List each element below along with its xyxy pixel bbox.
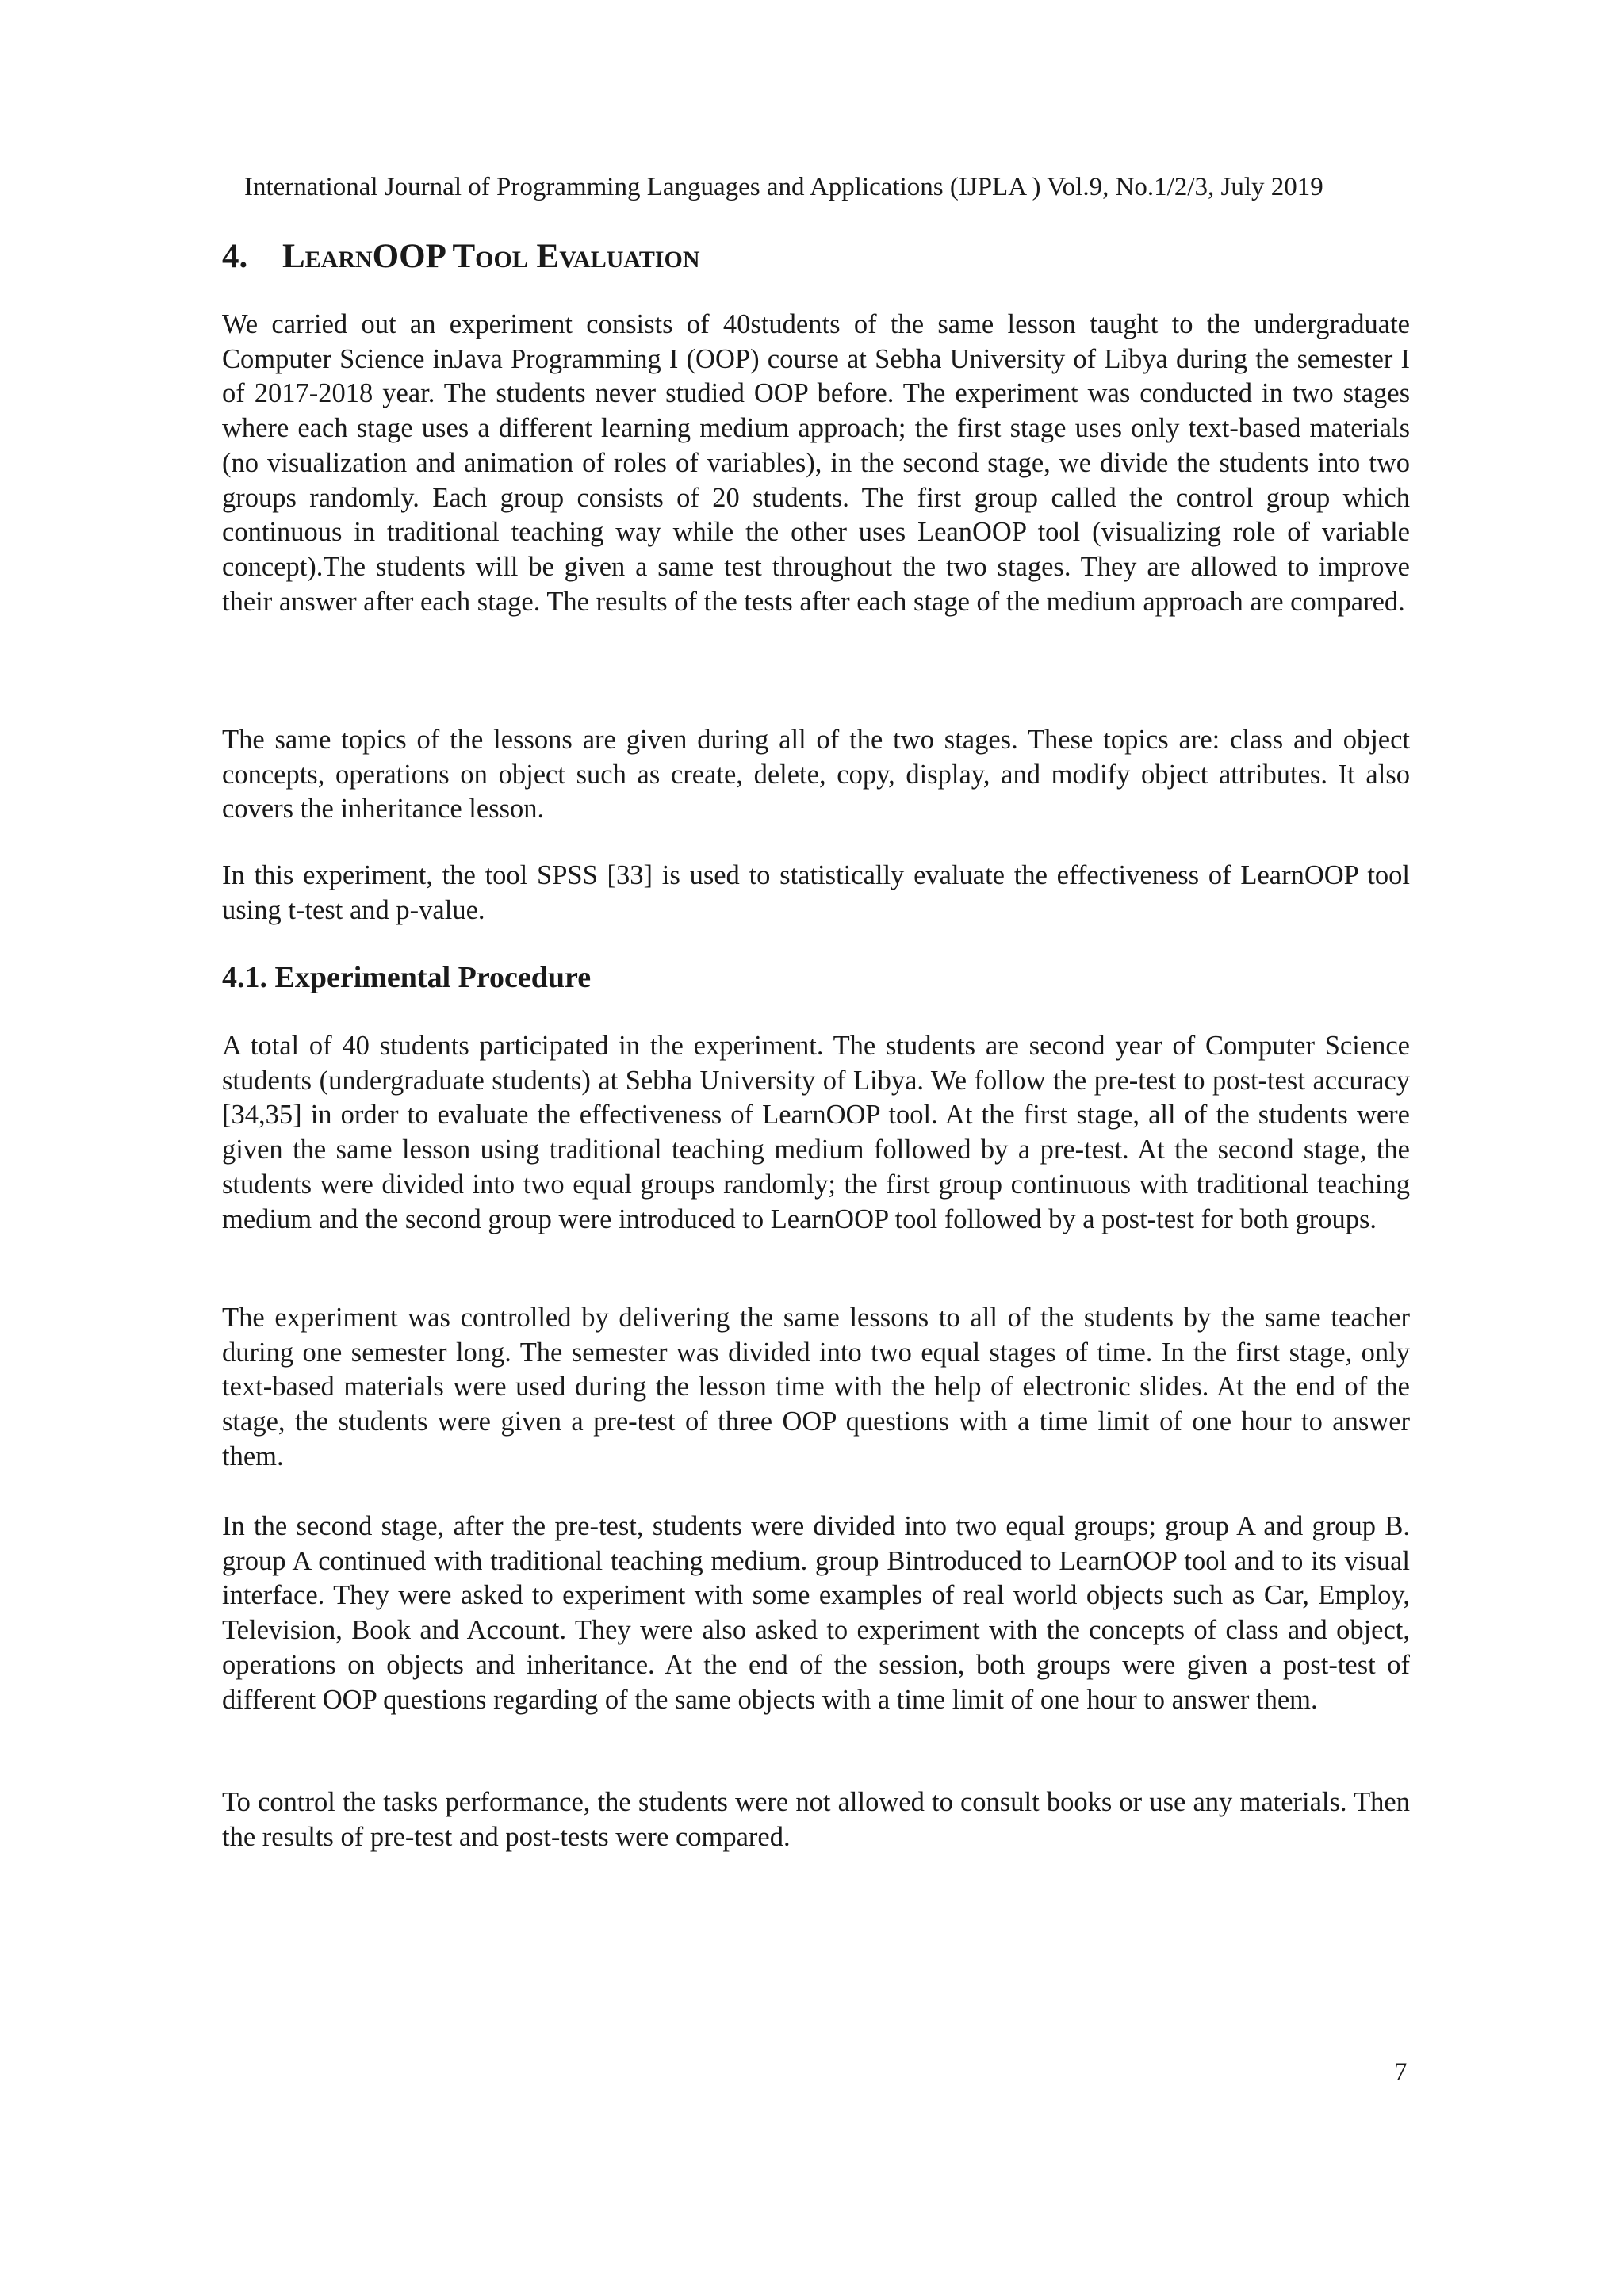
subsection-heading: 4.1. Experimental Procedure: [222, 961, 592, 994]
paragraph-text: A total of 40 students participated in the experiment. The students are second year of Computer Science students (undergraduate students) at Sebha University of Libya. We follow the pre-test to post-test accuracy [34,35] in order to evaluate the effectiveness of LearnOOP tool. At the first stage, all of the students were given the same lesson using traditional teaching medium followed by a pre-test. At the second stage, the students were divided into two equal groups randomly; the first group continuous with traditional teaching medium and the second group were introduced to LearnOOP tool followed by a post-test for both groups.: [222, 1031, 1410, 1234]
paragraph: [222, 859, 1410, 928]
paragraph: [222, 1029, 1410, 1237]
paragraph: [222, 1301, 1410, 1475]
section-title: LearnOOP Tool Evaluation: [282, 238, 700, 275]
paragraph-text: In this experiment, the tool SPSS [33] is used to statistically evaluate the effectiveness of LearnOOP tool using t-test and p-value.: [222, 860, 1410, 925]
paragraph-text: To control the tasks performance, the students were not allowed to consult books or use any materials. Then the results of pre-test and post-tests were compared.: [222, 1787, 1410, 1852]
paragraph-text: In the second stage, after the pre-test, students were divided into two equal groups; group A and group B. group A continued with traditional teaching medium. group Bintroduced to LearnOOP tool and to its visual interface. They were asked to experiment with some examples of real world objects such as Car, Employ, Television, Book and Account. They were also asked to experiment with the concepts of class and object, operations on objects and inheritance. At the end of the session, both groups were given a post-test of different OOP questions regarding of the same objects with a time limit of one hour to answer them.: [222, 1511, 1410, 1715]
section-number: 4.: [222, 238, 248, 275]
paragraph: [222, 1785, 1410, 1854]
running-header: International Journal of Programming Languages and Applications (IJPLA ) Vol.9, No.1/2/3, July 2019: [244, 173, 1323, 201]
paragraph-text: The experiment was controlled by delivering the same lessons to all of the students by the same teacher during one semester long. The semester was divided into two equal stages of time. In the first stage, only text-based materials were used during the lesson time with the help of electronic slides. At the end of the stage, the students were given a pre-test of three OOP questions with a time limit of one hour to answer them.: [222, 1303, 1410, 1471]
paragraph: [222, 1510, 1410, 1717]
paragraph: [222, 723, 1410, 827]
paragraph-text: We carried out an experiment consists of 40students of the same lesson taught to the undergraduate Computer Science inJava Programming I (OOP) course at Sebha University of Libya during the semester I of 2017-2018 year. The students never studied OOP before. The experiment was conducted in two stages where each stage uses a different learning medium approach; the first stage uses only text-based materials (no visualization and animation of roles of variables), in the second stage, we divide the students into two groups randomly. Each group consists of 20 students. The first group called the control group which continuous in traditional teaching way while the other uses LeanOOP tool (visualizing role of variable concept).The students will be given a same test throughout the two stages. They are allowed to improve their answer after each stage. The results of the tests after each stage of the medium approach are compared.: [222, 309, 1410, 617]
paragraph: [222, 308, 1410, 619]
paragraph-text: The same topics of the lessons are given during all of the two stages. These topics are: class and object concepts, operations on object such as create, delete, copy, display, and modify object attributes. It also covers the inheritance lesson.: [222, 725, 1410, 825]
section-heading: [222, 235, 700, 279]
page-number: 7: [1394, 2058, 1408, 2087]
